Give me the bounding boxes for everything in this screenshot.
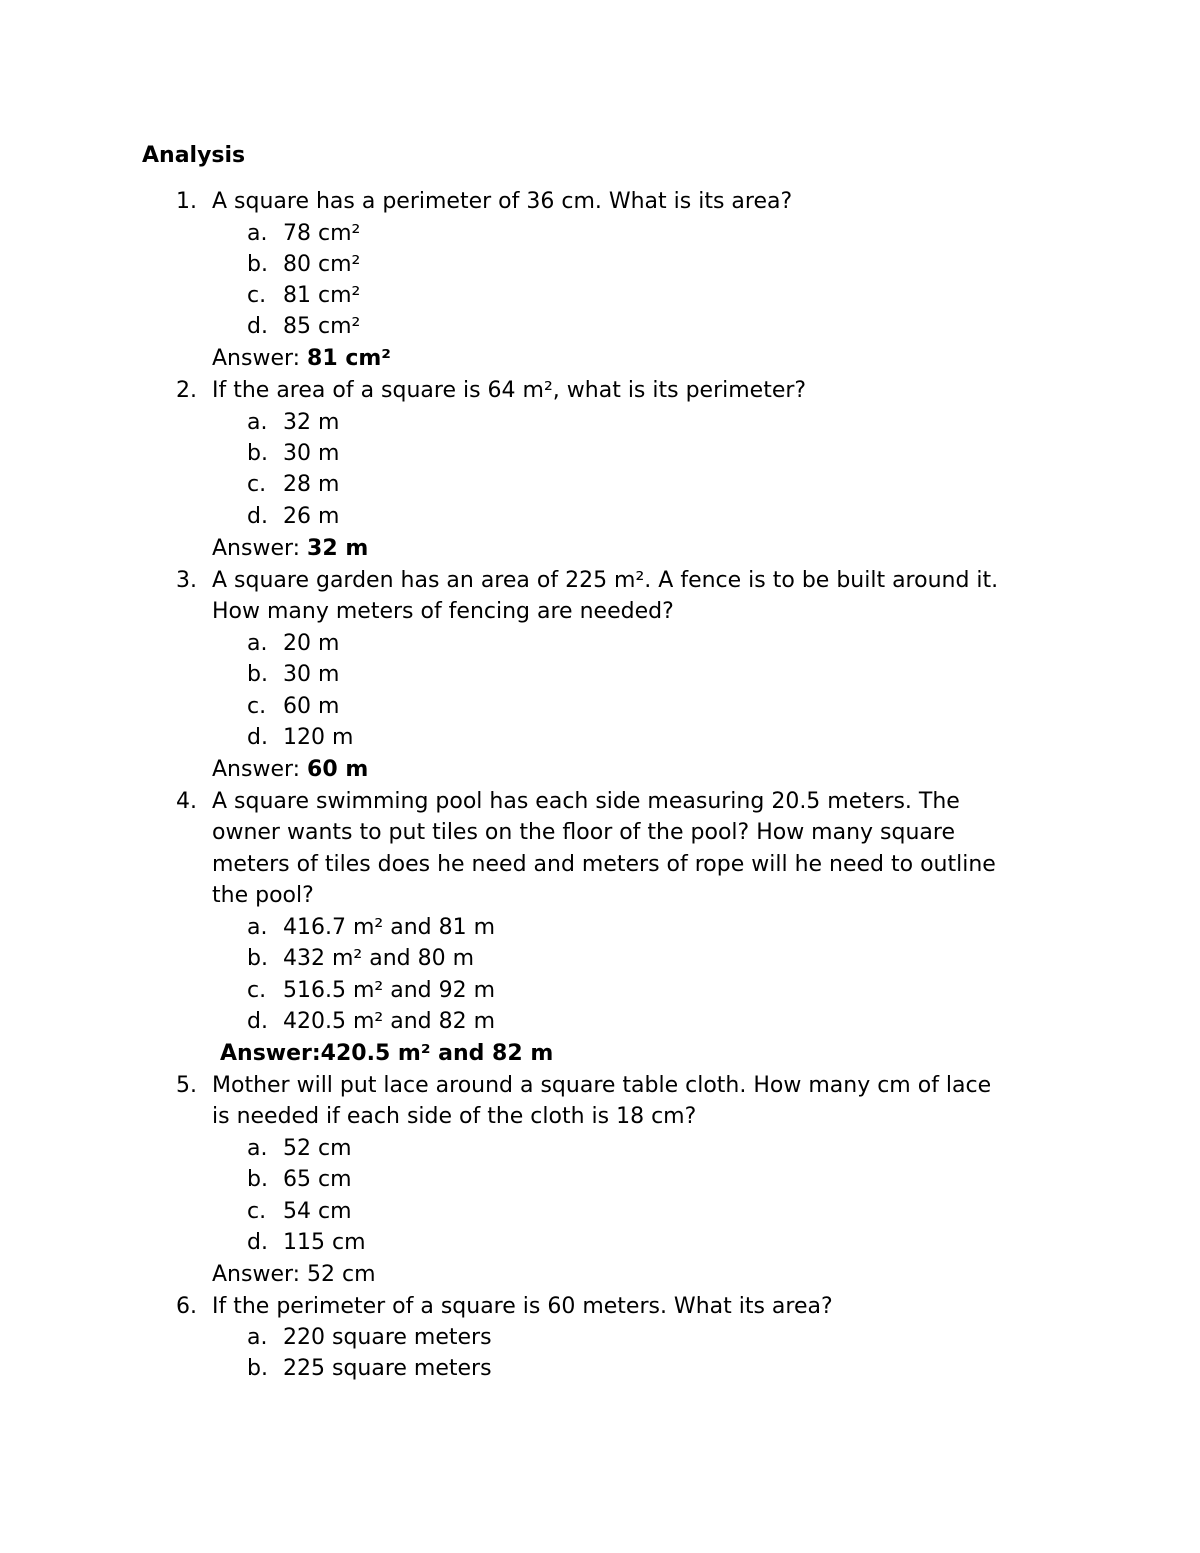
option-letter: d. bbox=[247, 725, 268, 750]
option-letter: b. bbox=[247, 946, 268, 971]
option-letter: c. bbox=[247, 694, 267, 719]
answer-label: Answer: bbox=[212, 757, 308, 782]
option-text: 28 m bbox=[283, 472, 340, 497]
option-letter: a. bbox=[247, 915, 268, 940]
option-letter: d. bbox=[247, 1009, 268, 1034]
option-letter: d. bbox=[247, 1230, 268, 1255]
option-text: 115 cm bbox=[283, 1230, 366, 1255]
option-text: 80 cm² bbox=[283, 252, 361, 277]
question-text: How many meters of fencing are needed? bbox=[212, 599, 674, 624]
option-letter: d. bbox=[247, 314, 268, 339]
option-text: 85 cm² bbox=[283, 314, 361, 339]
option-text: 60 m bbox=[283, 694, 340, 719]
question-text: A square swimming pool has each side measuring 20.5 meters. The bbox=[212, 789, 960, 814]
question-number: 1. bbox=[176, 189, 197, 214]
option-letter: a. bbox=[247, 631, 268, 656]
option-text: 30 m bbox=[283, 441, 340, 466]
question-text: meters of tiles does he need and meters of rope will he need to outline bbox=[212, 852, 996, 877]
option-text: 20 m bbox=[283, 631, 340, 656]
question-text: If the area of a square is 64 m², what is its perimeter? bbox=[212, 378, 807, 403]
option-text: 416.7 m² and 81 m bbox=[283, 915, 496, 940]
question-number: 3. bbox=[176, 568, 197, 593]
question-number: 6. bbox=[176, 1294, 197, 1319]
option-letter: c. bbox=[247, 978, 267, 1003]
answer-line: Answer: 52 cm bbox=[212, 1262, 376, 1287]
answer-line bbox=[212, 345, 391, 373]
option-letter: a. bbox=[247, 1325, 268, 1350]
option-text: 220 square meters bbox=[283, 1325, 492, 1350]
answer-value: 60 m bbox=[307, 757, 369, 782]
question-text: Mother will put lace around a square table cloth. How many cm of lace bbox=[212, 1073, 992, 1098]
option-letter: a. bbox=[247, 1136, 268, 1161]
option-letter: b. bbox=[247, 252, 268, 277]
option-letter: c. bbox=[247, 1199, 267, 1224]
option-text: 32 m bbox=[283, 410, 340, 435]
option-letter: d. bbox=[247, 504, 268, 529]
question-text: A square garden has an area of 225 m². A fence is to be built around it. bbox=[212, 568, 999, 593]
question-number: 2. bbox=[176, 378, 197, 403]
answer-value: 81 cm² bbox=[307, 346, 391, 371]
option-text: 52 cm bbox=[283, 1136, 352, 1161]
option-letter: b. bbox=[247, 441, 268, 466]
option-letter: c. bbox=[247, 472, 267, 497]
question-text: is needed if each side of the cloth is 18 cm? bbox=[212, 1104, 697, 1129]
option-text: 516.5 m² and 92 m bbox=[283, 978, 496, 1003]
question-text: If the perimeter of a square is 60 meters. What its area? bbox=[212, 1294, 833, 1319]
option-letter: a. bbox=[247, 221, 268, 246]
answer-line bbox=[212, 756, 368, 784]
option-letter: b. bbox=[247, 1356, 268, 1381]
answer-line bbox=[212, 535, 368, 563]
question-number: 5. bbox=[176, 1073, 197, 1098]
option-text: 225 square meters bbox=[283, 1356, 492, 1381]
page-title: Analysis bbox=[142, 143, 246, 168]
option-letter: b. bbox=[247, 1167, 268, 1192]
question-text: the pool? bbox=[212, 883, 314, 908]
option-text: 81 cm² bbox=[283, 283, 361, 308]
option-text: 30 m bbox=[283, 662, 340, 687]
answer-value: 32 m bbox=[307, 536, 369, 561]
option-text: 65 cm bbox=[283, 1167, 352, 1192]
question-number: 4. bbox=[176, 789, 197, 814]
option-text: 432 m² and 80 m bbox=[283, 946, 475, 971]
option-letter: a. bbox=[247, 410, 268, 435]
option-letter: b. bbox=[247, 662, 268, 687]
answer-label: Answer: bbox=[212, 536, 308, 561]
option-letter: c. bbox=[247, 283, 267, 308]
option-text: 78 cm² bbox=[283, 221, 361, 246]
answer-line: Answer:420.5 m² and 82 m bbox=[220, 1041, 554, 1066]
answer-label: Answer: bbox=[212, 346, 308, 371]
question-text: A square has a perimeter of 36 cm. What is its area? bbox=[212, 189, 793, 214]
option-text: 420.5 m² and 82 m bbox=[283, 1009, 496, 1034]
option-text: 120 m bbox=[283, 725, 354, 750]
question-text: owner wants to put tiles on the floor of the pool? How many square bbox=[212, 820, 955, 845]
option-text: 26 m bbox=[283, 504, 340, 529]
option-text: 54 cm bbox=[283, 1199, 352, 1224]
